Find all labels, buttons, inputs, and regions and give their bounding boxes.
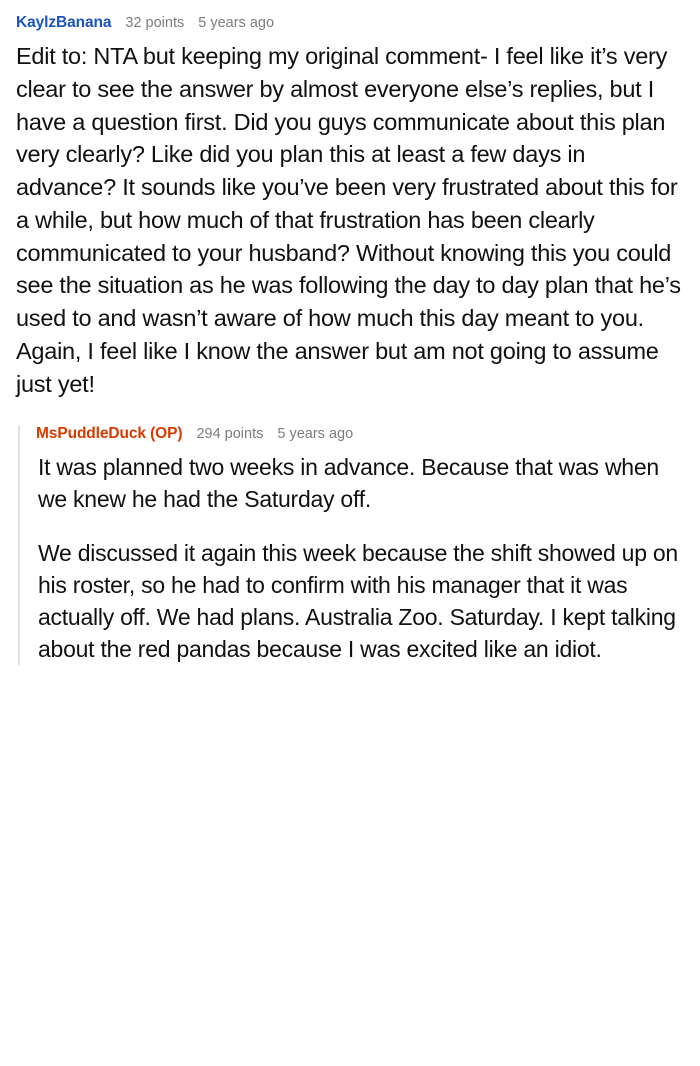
comment-author-link[interactable]: KaylzBanana (16, 14, 112, 31)
comment-top-level (16, 14, 684, 665)
reply-body (38, 451, 684, 665)
comment-meta (16, 14, 684, 32)
reply-meta (36, 425, 684, 443)
reply-paragraph: We discussed it again this week because the shift showed up on his roster, so he had to confirm with his manager that it was actually off. We had plans. Australia Zoo. Saturday. I kept talking about the red pandas because I was excited like an idiot. (38, 539, 678, 662)
bottom-spacer (16, 665, 684, 685)
comment-timestamp: 5 years ago (198, 15, 275, 31)
reply-paragraph: It was planned two weeks in advance. Because that was when we knew he had the Saturday off. (38, 453, 659, 512)
reply-timestamp: 5 years ago (277, 425, 354, 442)
comment-reply (18, 425, 684, 665)
comment-score: 32 points (125, 15, 185, 31)
comment-paragraph: Edit to: NTA but keeping my original comment- I feel like it’s very clear to see the answer by almost everyone else’s replies, but I have a question first. Did you guys communicate about this plan very clearly? Like did you plan this at least a few days in advance? It sounds like you’ve been very frustrated about this for a while, but how much of that frustration has been clearly communicated to your husband? Without knowing this you could see the situation as he was following the day to day plan that he’s used to and wasn’t aware of how much this day meant to you. Again, I feel like I know the answer but am not going to assume just yet! (16, 43, 681, 397)
comment-body (16, 40, 684, 401)
reply-score: 294 points (196, 425, 264, 442)
reply-author-link[interactable]: MsPuddleDuck (OP) (36, 424, 183, 442)
